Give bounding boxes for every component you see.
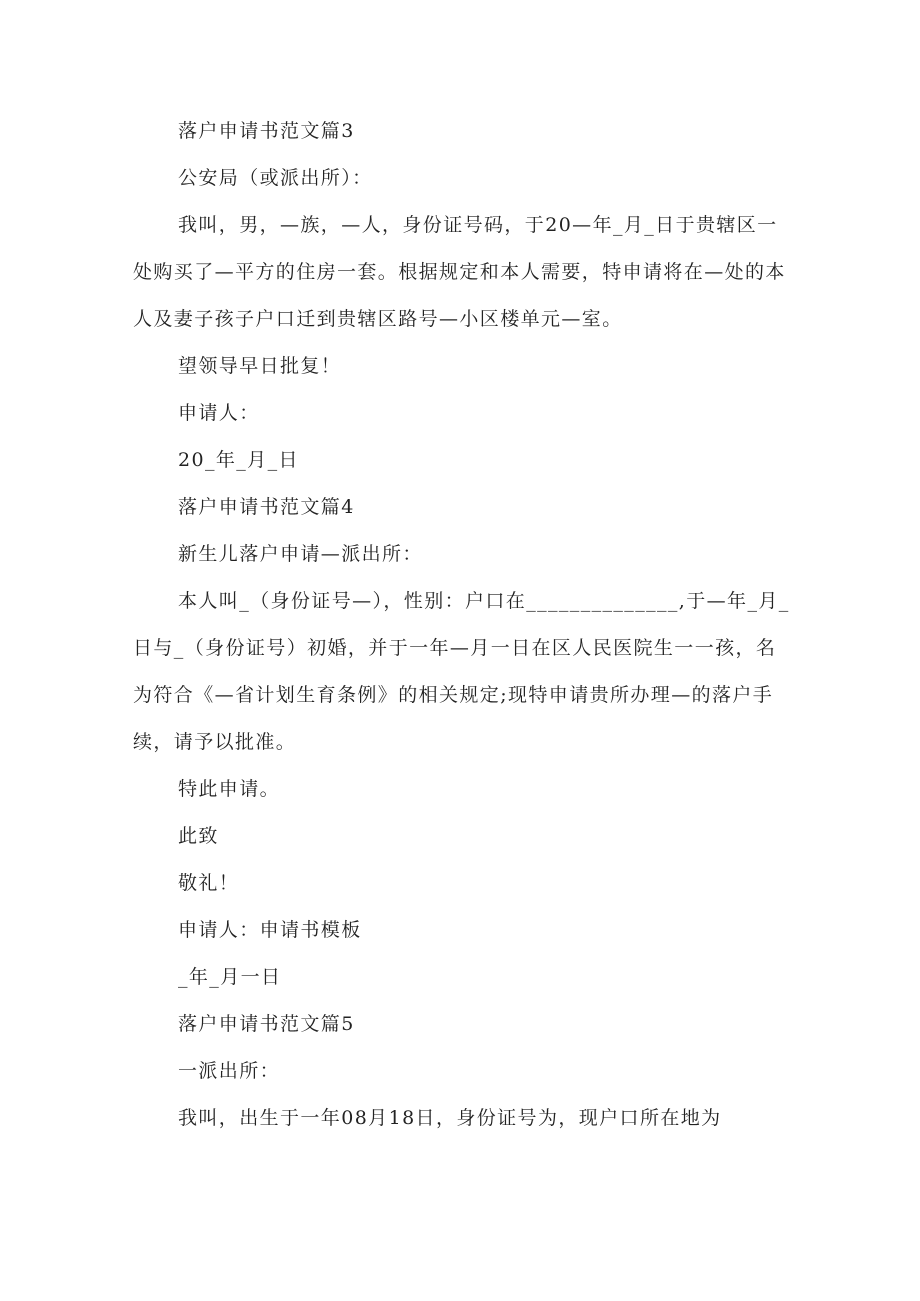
document-page [133,108,793,1142]
section-heading-5: 落户申请书范文篇5 [178,1013,355,1035]
request-line: 望领导早日批复！ [178,355,342,377]
section-heading-3: 落户申请书范文篇3 [178,120,355,142]
body-paragraph: 本人叫_（身份证号—），性别：户口在______________,于—年_月_日与_（身份证号）初婚，并于一年—月一日在区人民医院生一一孩，名为符合《—省计划生育条例》的相关规定;现特申请贵所办理—的落户手续，请予以批准。 [133,590,790,753]
addressee-line: 公安局（或派出所）： [178,167,373,189]
date-line: _年_月一日 [178,966,282,988]
section-heading-4: 落户申请书范文篇4 [178,496,355,518]
date-line: 20_年_月_日 [178,449,299,471]
applicant-line: 申请人：申请书模板 [178,919,362,941]
applicant-line: 申请人： [178,402,260,424]
body-paragraph: 我叫，男，—族，—人，身份证号码，于20—年_月_日于贵辖区一处购买了—平方的住房一套。根据规定和本人需要，特申请将在—处的本人及妻子孩子户口迁到贵辖区路号—小区楼单元—室。 [133,214,786,330]
body-paragraph: 我叫，出生于一年08月18日，身份证号为，现户口所在地为 [178,1107,722,1129]
salutation-line: 此致 [178,825,219,847]
addressee-line: 一派出所： [178,1060,281,1082]
salutation-line: 敬礼！ [178,872,240,894]
closing-line: 特此申请。 [178,778,281,800]
addressee-line: 新生儿落户申请—派出所： [178,543,423,565]
